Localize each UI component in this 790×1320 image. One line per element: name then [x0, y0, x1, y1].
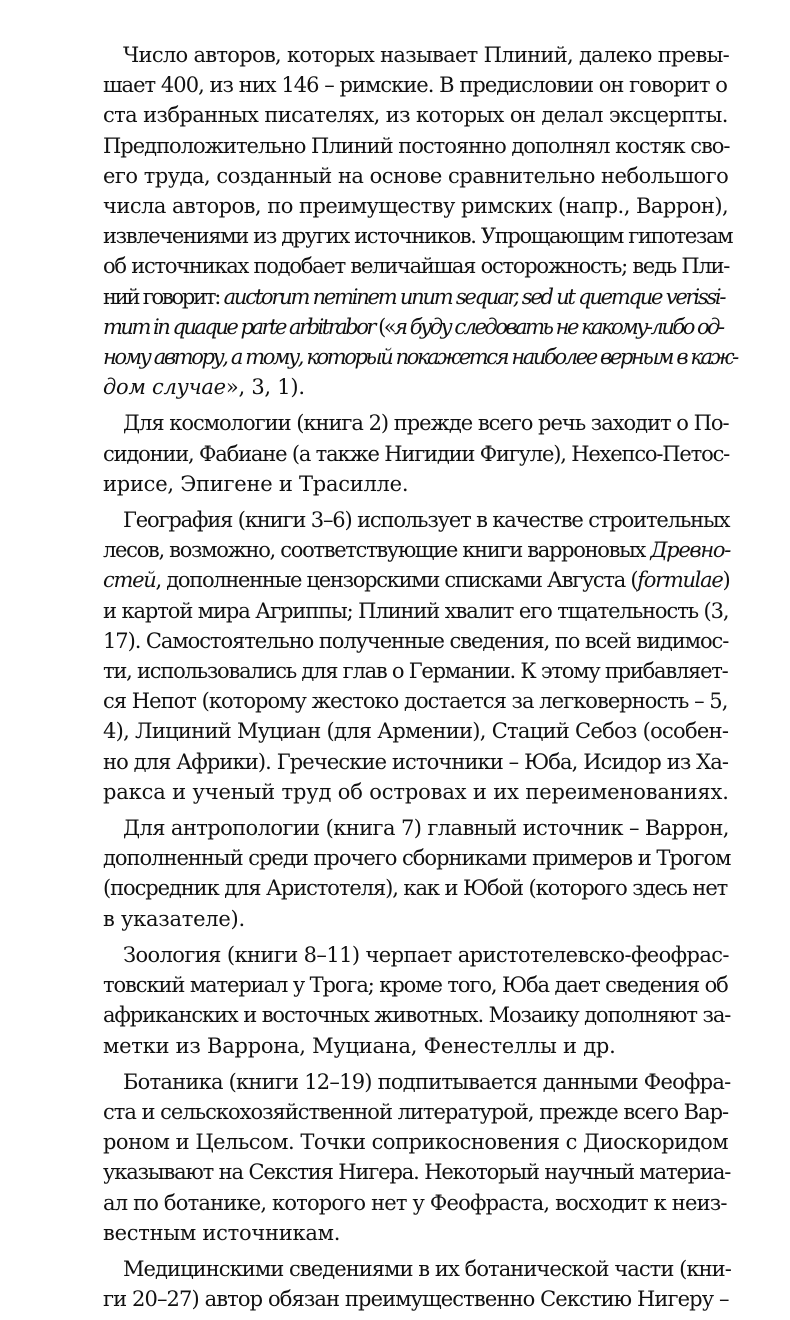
text-run: дополненный среди прочего сборниками примеров и Трогом — [103, 846, 731, 871]
text-line — [103, 1284, 729, 1314]
text-line — [103, 1254, 731, 1284]
paragraph — [103, 505, 730, 807]
text-run: числа авторов, по преимуществу римских (напр., Варрон), — [103, 194, 729, 219]
text-line — [103, 535, 730, 565]
text-run: африканских и восточных животных. Мозаику дополняют за- — [103, 1003, 731, 1028]
italic-text-run: я буду следовать не какому-либо од- — [394, 314, 723, 339]
text-line — [103, 469, 715, 499]
text-run: метки из Варрона, Муциана, Фенестеллы и др. — [103, 1033, 616, 1058]
text-run: и картой мира Агриппы; Плиний хвалит его тщательность (3, — [103, 598, 729, 623]
text-line — [103, 70, 727, 100]
text-line — [103, 626, 729, 656]
text-line — [103, 777, 729, 807]
text-line — [103, 1031, 715, 1061]
text-line — [103, 40, 730, 70]
text-line — [103, 1157, 731, 1187]
text-run: Для антропологии (книга 7) главный источник – Варрон, — [123, 816, 729, 841]
text-run: Число авторов, которых называет Плиний, далеко превы- — [123, 43, 730, 67]
paragraph — [103, 813, 731, 934]
italic-text-run: mum in quaque parte arbitrabor — [103, 314, 374, 339]
text-line — [103, 1188, 727, 1218]
text-line — [103, 342, 737, 372]
text-run: , дополненные цензорскими списками Августа ( — [155, 568, 638, 593]
italic-text-run: ному автору, а тому, который покажется наиболее верным в каж- — [103, 345, 737, 370]
text-line — [103, 100, 728, 130]
text-run: ста избранных писателях, из которых он делал эксцерпты. — [103, 103, 728, 128]
text-run: его труда, созданный на основе сравнительно небольшого — [103, 163, 729, 188]
text-run: ся Непот (которому жестоко достается за легковерность – 5, — [103, 689, 728, 714]
text-run: (посредник для Аристотеля), как и Юбой (которого здесь нет — [103, 876, 728, 901]
text-line — [103, 565, 730, 595]
text-run: Ботаника (книги 12–19) подпитывается данными Феофра- — [123, 1069, 731, 1094]
text-run: ста и сельскохозяйственной литературой, прежде всего Вар- — [103, 1099, 729, 1124]
paragraph — [103, 40, 737, 402]
text-run: но для Африки). Греческие источники – Юба, Исидор из Ха- — [103, 749, 729, 774]
text-line — [103, 251, 730, 281]
text-line — [103, 372, 715, 402]
paragraph — [103, 408, 730, 499]
text-line — [103, 161, 729, 191]
text-line — [103, 1218, 715, 1248]
text-line — [103, 1067, 731, 1097]
text-run: в указателе). — [103, 906, 245, 931]
text-line — [103, 747, 729, 777]
text-line — [103, 970, 728, 1000]
text-line — [103, 656, 728, 686]
body-text — [103, 40, 737, 1320]
italic-text-run: Древно- — [650, 538, 730, 563]
paragraph — [103, 1254, 731, 1314]
text-run: Предположительно Плиний постоянно дополнял костяк сво- — [103, 133, 730, 158]
text-run: ирисе, Эпигене и Трасилле. — [103, 471, 409, 496]
text-run: 4), Лициний Муциан (для Армении), Стаций Себоз (особен- — [103, 719, 729, 744]
text-run: ний говорит: — [103, 284, 224, 309]
text-line — [103, 873, 728, 903]
text-run: указывают на Секстия Нигера. Некоторый научный материа- — [103, 1160, 731, 1185]
text-line — [103, 1127, 729, 1157]
text-line — [103, 1000, 731, 1030]
text-line — [103, 191, 729, 221]
text-run: Для космологии (книга 2) прежде всего речь заходит о По- — [123, 411, 729, 436]
text-line — [103, 408, 729, 438]
text-line — [103, 312, 723, 342]
text-line — [103, 904, 715, 934]
text-run: вестным источникам. — [103, 1220, 341, 1245]
text-line — [103, 596, 729, 626]
text-run: ) — [722, 568, 730, 593]
text-run: ги 20–27) автор обязан преимущественно Секстию Нигеру – — [103, 1287, 729, 1312]
text-run: ракса и ученый труд об островах и их переименованиях. — [103, 779, 729, 804]
text-run: шает 400, из них 146 – римские. В предисловии он говорит о — [103, 73, 727, 98]
italic-text-run: formulae — [637, 568, 723, 593]
text-line — [103, 843, 731, 873]
text-run: товский материал у Трога; кроме того, Юба дает сведения об — [103, 973, 728, 998]
text-run: ал по ботанике, которого нет у Феофраста, восходит к неиз- — [103, 1190, 727, 1215]
italic-text-run: дом случае — [103, 375, 226, 400]
text-run: лесов, возможно, соответствующие книги варроновых — [103, 538, 651, 563]
text-line — [103, 686, 728, 716]
text-line — [103, 940, 729, 970]
text-line — [103, 131, 730, 161]
text-line — [103, 716, 729, 746]
text-line — [103, 1097, 729, 1127]
text-line — [103, 282, 725, 312]
paragraph — [103, 940, 731, 1061]
italic-text-run: стей — [103, 568, 156, 593]
text-run: ти, использовались для глав о Германии. К этому прибавляет- — [103, 659, 728, 684]
text-run: 17). Самостоятельно полученные сведения, по всей видимос- — [103, 628, 729, 653]
text-line — [103, 505, 730, 535]
text-run: роном и Цельсом. Точки соприкосновения с Диоскоридом — [103, 1130, 729, 1155]
text-run: География (книги 3–6) использует в качестве строительных — [123, 508, 730, 533]
text-run: Зоология (книги 8–11) черпает аристотелевско-феофрас- — [123, 942, 729, 967]
text-run: об источниках подобает величайшая осторожность; ведь Пли- — [103, 254, 730, 279]
text-line — [103, 813, 729, 843]
text-line — [103, 221, 733, 251]
text-run: извлечениями из других источников. Упрощающим гипотезам — [103, 224, 733, 249]
text-run: Медицинскими сведениями в их ботанической части (кни- — [123, 1256, 731, 1281]
text-run: сидонии, Фабиане (а также Нигидии Фигуле), Нехепсо-Петос- — [103, 441, 730, 466]
text-run: (« — [373, 314, 395, 339]
italic-text-run: auctorum neminem unum sequar, sed ut quemque verissi- — [223, 284, 725, 309]
paragraph — [103, 1067, 731, 1248]
text-line — [103, 439, 730, 469]
text-run: », 3, 1). — [225, 375, 305, 400]
